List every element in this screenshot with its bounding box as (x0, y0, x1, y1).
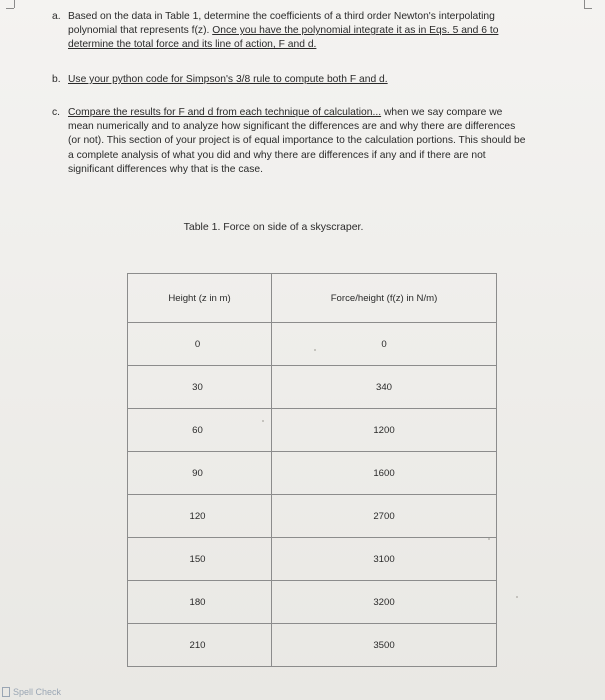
question-letter: b. (52, 74, 61, 85)
cell-force: 3200 (272, 581, 497, 624)
cell-height-value: 0 (194, 338, 201, 350)
question-segment-underlined: Once you have the polynomial integrate it as in Eqs. 5 and 6 to determine the total force and its line of action, F and d. (68, 25, 499, 51)
cell-height (128, 495, 272, 538)
spell-check-label: Spell Check (13, 687, 62, 697)
table-row (128, 452, 497, 495)
speck (262, 420, 264, 422)
header-height: Height (z in m) (128, 274, 272, 323)
table-row (128, 495, 497, 538)
cell-height (128, 452, 272, 495)
cell-height (128, 323, 272, 366)
spell-check-icon (2, 687, 10, 697)
margin-mark (584, 0, 585, 8)
cell-force: 2700 (272, 495, 497, 538)
cell-height-value: 150 (189, 553, 206, 565)
table-row (128, 581, 497, 624)
question-letter: a. (52, 11, 61, 22)
cell-height (128, 624, 272, 667)
cell-height-value: 210 (189, 639, 206, 651)
cell-height-value: 120 (189, 510, 206, 522)
margin-mark (6, 8, 14, 9)
cell-force: 1200 (272, 409, 497, 452)
question-segment: Based on the data in Table 1, determine the coefficients of a third order Newton's interpolating polynomial that represents f(z). (68, 11, 495, 37)
cell-height (128, 538, 272, 581)
cell-height-value: 60 (192, 424, 203, 436)
table-row (128, 366, 497, 409)
cell-force: 1600 (272, 452, 497, 495)
table-row (128, 323, 497, 366)
cell-height-value: 90 (192, 467, 203, 479)
cell-force: 3500 (272, 624, 497, 667)
speck (516, 596, 518, 598)
margin-mark (14, 0, 15, 8)
question-letter: c. (52, 107, 61, 118)
table-row (128, 409, 497, 452)
cell-force: 0 (272, 323, 497, 366)
speck (488, 538, 490, 540)
question-text (68, 10, 528, 53)
spell-check-button[interactable] (2, 687, 61, 697)
question-text (68, 106, 528, 177)
cell-force: 3100 (272, 538, 497, 581)
table-row (128, 538, 497, 581)
table-caption (0, 221, 605, 233)
cell-height (128, 366, 272, 409)
question-segment-underlined: Compare the results for F and d from each technique of calculation... (68, 107, 382, 118)
header-force: Force/height (f(z) in N/m) (272, 274, 497, 323)
cell-height (128, 409, 272, 452)
table-row (128, 624, 497, 667)
question-segment: when we say compare we mean numerically and to analyze how significant the differences are and why there are differences (or not). This section of your project is of equal importance to the calculation portions. This should be a complete analysis of what you did and why there are differences if any and if there are not significant differences why that is the case. (68, 107, 526, 175)
cell-height-value: 30 (192, 381, 203, 393)
table-header-row (128, 274, 497, 323)
margin-mark (584, 8, 592, 9)
cell-force: 340 (272, 366, 497, 409)
cell-height-value: 180 (189, 596, 206, 608)
speck (314, 349, 316, 351)
question-segment-underlined: Use your python code for Simpson's 3/8 rule to compute both F and d. (68, 74, 388, 85)
question-text (68, 73, 528, 87)
force-table (127, 273, 497, 667)
table-caption-text: Table 1. Force on side of a skyscraper. (183, 221, 364, 233)
cell-height (128, 581, 272, 624)
